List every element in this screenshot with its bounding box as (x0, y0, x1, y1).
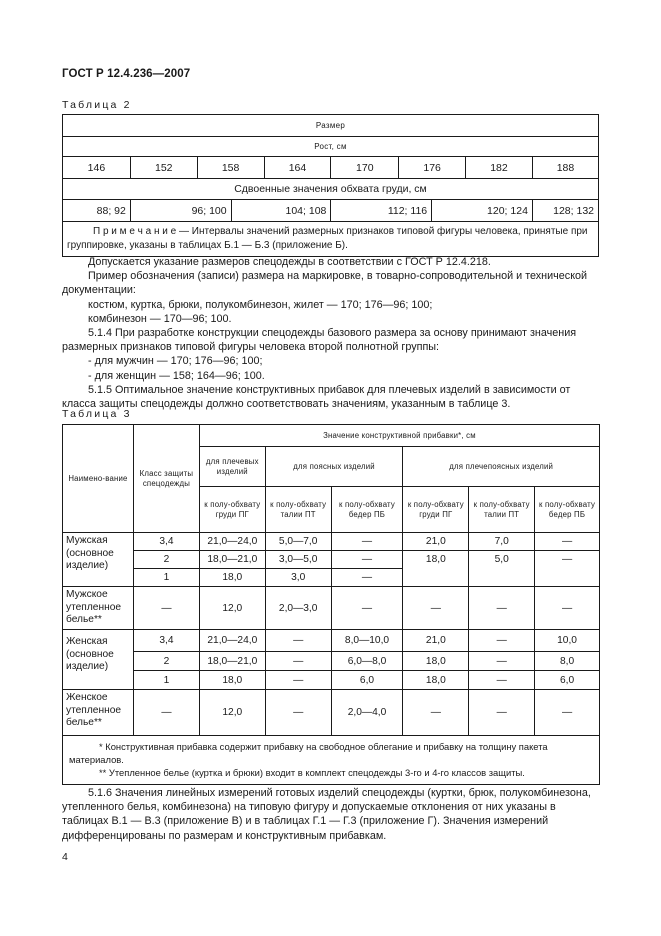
paragraph: 5.1.6 Значения линейных измерений готовых изделий спецодежды (куртки, брюк, полукомбинезона, утепленного белья, комбинезона) на типовую фигуру и допускаемые отклонения от них указаны в таблицах В.1 — В.3 (приложение В) и в таблицах Г.1 — Г.3 (приложение Г). Значения измерений дифференцированы по размерам и конструктивным прибавкам. (62, 787, 591, 842)
header-name: Наимено-вание (63, 425, 134, 533)
chest-cell: 112; 116 (331, 200, 432, 222)
footnote: ** Утепленное белье (куртка и брюки) входит в комплект спецодежды 3-го и 4-го классов защиты. (99, 767, 525, 778)
cell: — (331, 569, 403, 587)
cell: 21,0 (403, 533, 469, 551)
cell: — (133, 690, 199, 736)
page-number: 4 (62, 851, 68, 863)
chest-header: Сдвоенные значения обхвата груди, см (63, 179, 599, 200)
cell: — (133, 587, 199, 630)
header-waist-pt: к полу-обхвату талии ПТ (469, 487, 535, 533)
cell: — (331, 551, 403, 569)
cell: 21,0—24,0 (199, 630, 265, 652)
chest-cell: 128; 132 (532, 200, 598, 222)
height-cell: 176 (399, 157, 466, 179)
cell: 18,0 (403, 671, 469, 690)
table2 (62, 114, 599, 257)
cell: — (469, 587, 535, 630)
cell: — (265, 690, 331, 736)
cell: — (469, 630, 535, 652)
size-header: Размер (63, 115, 599, 137)
cell: 2 (133, 551, 199, 569)
cell: 1 (133, 671, 199, 690)
cell: 18,0 (403, 652, 469, 671)
cell: — (469, 652, 535, 671)
header-waist: для поясных изделий (265, 447, 403, 487)
cell: 6,0 (535, 671, 600, 690)
cell: — (265, 671, 331, 690)
cell: 21,0—24,0 (199, 533, 265, 551)
chest-cell: 104; 108 (231, 200, 331, 222)
cell: 21,0 (403, 630, 469, 652)
table2-note: П р и м е ч а н и е — Интервалы значений размерных признаков типовой фигуры человека, принятые при группировке, указаны в таблицах Б.1 — Б.3 (приложение Б). (63, 222, 599, 257)
table-row (63, 690, 600, 736)
chest-cell: 96; 100 (130, 200, 231, 222)
header-values: Значение конструктивной прибавки*, см (199, 425, 599, 447)
body-text-upper (62, 255, 602, 411)
cell: 6,0 (331, 671, 403, 690)
cell: 8,0 (535, 652, 600, 671)
cell: 5,0—7,0 (265, 533, 331, 551)
cell: 6,0—8,0 (331, 652, 403, 671)
cell: 3,4 (133, 630, 199, 652)
header-shoulder: для плечевых изделий (199, 447, 265, 487)
paragraph: 5.1.5 Оптимальное значение конструктивных прибавок для плечевых изделий в зависимости от класса защиты спецодежды должно соответствовать значениям, указанным в таблице 3. (62, 383, 571, 411)
header-chest: к полу-обхвату груди ПГ (199, 487, 265, 533)
paragraph: - для женщин — 158; 164—96; 100. (88, 369, 265, 382)
header-chest: к полу-обхвату груди ПГ (403, 487, 469, 533)
header-hips: к полу-обхвату бедер ПБ (535, 487, 600, 533)
cell: 18,0 (199, 569, 265, 587)
table-row (63, 533, 600, 551)
header-waist-pt: к полу-обхвату талии ПТ (265, 487, 331, 533)
table-row (63, 671, 600, 690)
cell: — (265, 652, 331, 671)
height-cell: 182 (466, 157, 533, 179)
chest-cell: 88; 92 (63, 200, 131, 222)
table-row (63, 587, 600, 630)
table-row (63, 630, 600, 652)
cell: 1 (133, 569, 199, 587)
paragraph: Допускается указание размеров спецодежды в соответствии с ГОСТ Р 12.4.218. (88, 256, 491, 268)
cell: — (469, 671, 535, 690)
cell: 8,0—10,0 (331, 630, 403, 652)
header-class: Класс защиты спецодежды (133, 425, 199, 533)
row-name: Женская (основное изделие) (63, 630, 134, 690)
paragraph: - для мужчин — 170; 176—96; 100; (88, 355, 263, 368)
cell: — (331, 533, 403, 551)
table2-caption: Таблица 2 (62, 99, 132, 111)
height-cell: 146 (63, 157, 131, 179)
cell: 18,0 (403, 551, 469, 587)
paragraph: Пример обозначения (записи) размера на маркировке, в товарно-сопроводительной и технической документации: (62, 270, 588, 297)
cell: 3,0—5,0 (265, 551, 331, 569)
header-shoulder-waist: для плечепоясных изделий (403, 447, 600, 487)
cell: 3,0 (265, 569, 331, 587)
paragraph: комбинезон — 170—96; 100. (88, 312, 232, 325)
cell: — (535, 587, 600, 630)
table3 (62, 424, 600, 785)
cell: — (535, 533, 600, 551)
cell: 3,4 (133, 533, 199, 551)
height-header: Рост, см (63, 137, 599, 157)
cell: 12,0 (199, 690, 265, 736)
cell: 2,0—3,0 (265, 587, 331, 630)
paragraph: костюм, куртка, брюки, полукомбинезон, жилет — 170; 176—96; 100; (88, 298, 433, 311)
cell: 7,0 (469, 533, 535, 551)
cell: 2,0—4,0 (331, 690, 403, 736)
cell: 2 (133, 652, 199, 671)
row-name: Мужское утепленное белье** (63, 587, 134, 630)
body-text-lower (62, 786, 602, 843)
height-cell: 152 (130, 157, 197, 179)
height-cell: 170 (331, 157, 399, 179)
paragraph: 5.1.4 При разработке конструкции спецодежды базового размера за основу принимают значения размерных признаков типовой фигуры человека второй полнотной группы: (62, 327, 577, 354)
table3-caption: Таблица 3 (62, 408, 132, 420)
height-cell: 164 (264, 157, 331, 179)
row-name: Мужская (основное изделие) (63, 533, 134, 587)
table-row (63, 551, 600, 569)
cell: — (469, 690, 535, 736)
header-hips: к полу-обхвату бедер ПБ (331, 487, 403, 533)
document-header: ГОСТ Р 12.4.236—2007 (62, 68, 191, 80)
footnote: * Конструктивная прибавка содержит прибавку на свободное облегание и прибавку на толщину пакета материалов. (69, 741, 548, 765)
cell: 12,0 (199, 587, 265, 630)
chest-cell: 120; 124 (432, 200, 533, 222)
cell: — (331, 587, 403, 630)
row-name: Женское утепленное белье** (63, 690, 134, 736)
cell: — (535, 551, 600, 587)
cell: 18,0—21,0 (199, 551, 265, 569)
cell: — (403, 587, 469, 630)
cell: 10,0 (535, 630, 600, 652)
table3-footnotes (63, 736, 600, 785)
cell: — (265, 630, 331, 652)
cell: 18,0 (199, 671, 265, 690)
table-row (63, 652, 600, 671)
cell: 18,0—21,0 (199, 652, 265, 671)
cell: — (535, 690, 600, 736)
height-cell: 158 (197, 157, 264, 179)
height-cell: 188 (532, 157, 598, 179)
cell: 5,0 (469, 551, 535, 587)
cell: — (403, 690, 469, 736)
